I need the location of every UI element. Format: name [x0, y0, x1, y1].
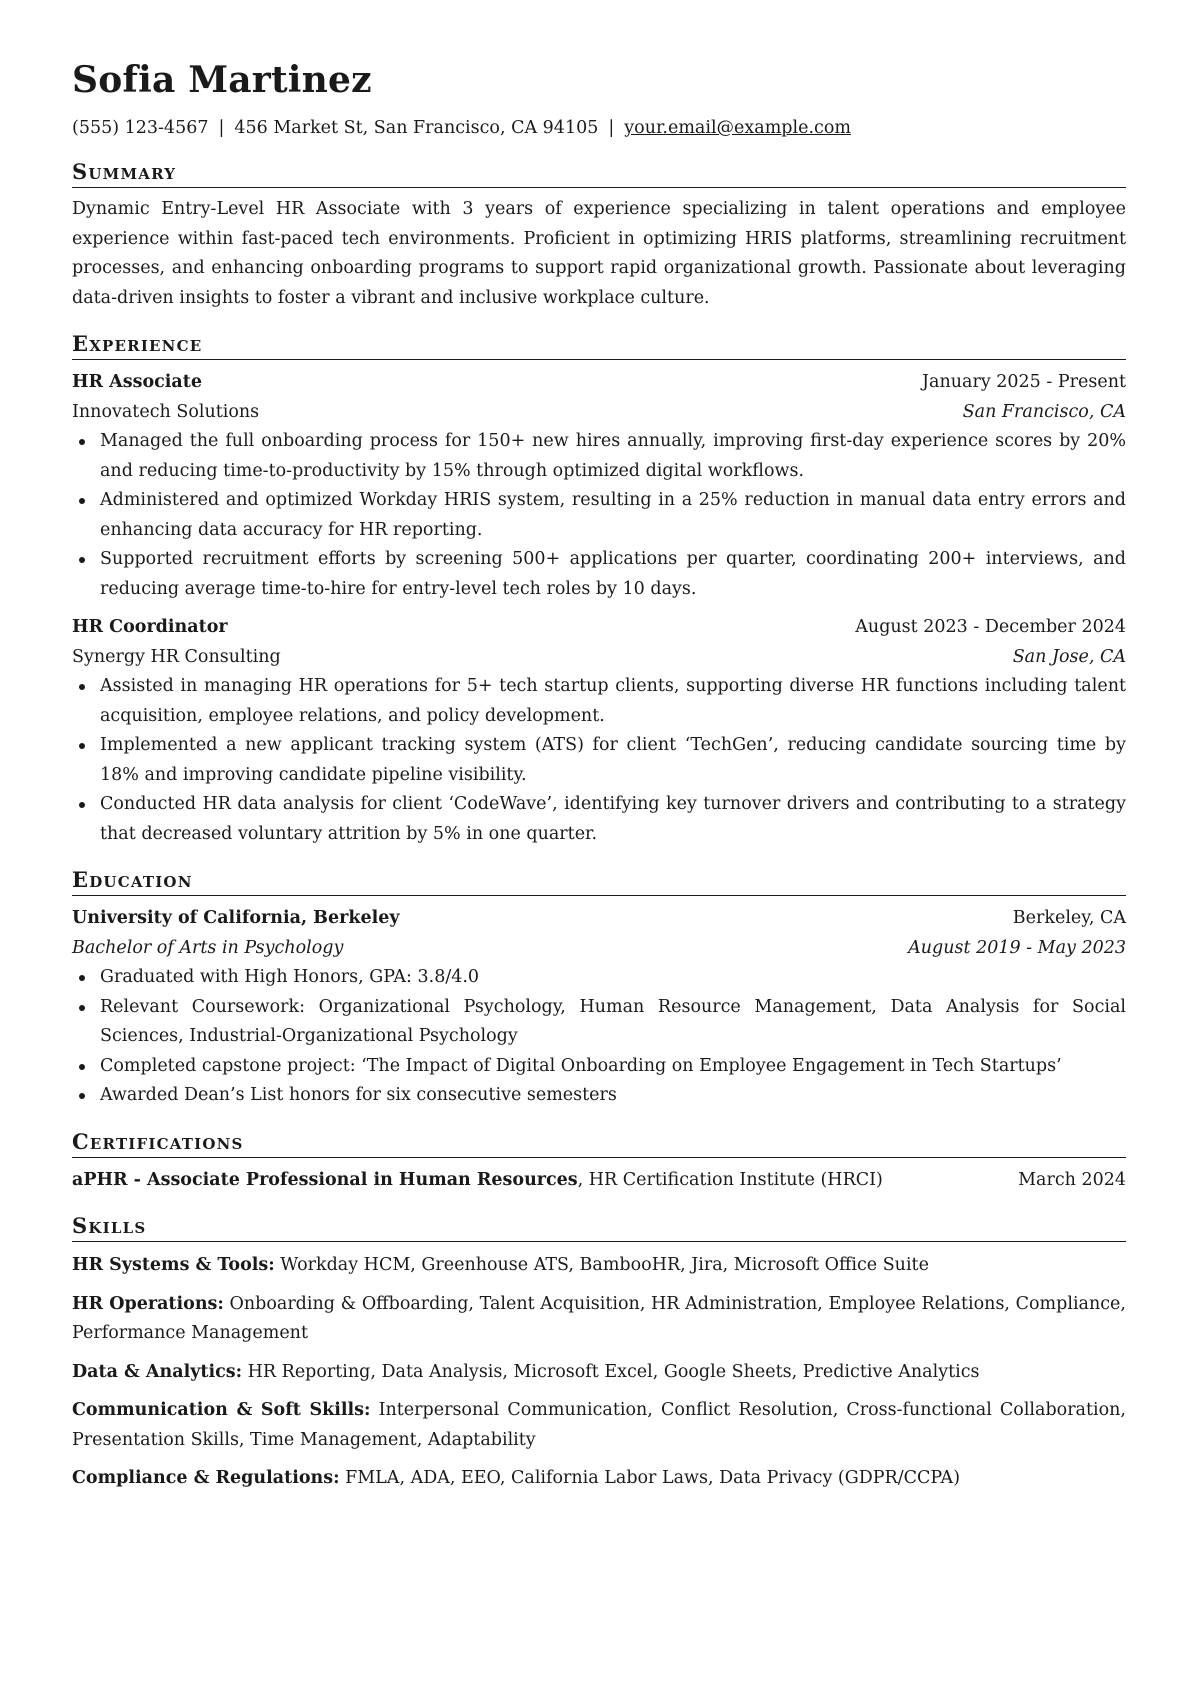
job-entry — [72, 368, 1126, 604]
skill-label: Communication & Soft Skills: — [72, 1400, 371, 1420]
skill-label: HR Systems & Tools: — [72, 1255, 275, 1275]
bullet-icon — [79, 802, 85, 808]
bullet-icon — [79, 743, 85, 749]
job-location: San Jose, CA — [1012, 646, 1126, 667]
skill-items: FMLA, ADA, EEO, California Labor Laws, Data Privacy (GDPR/CCPA) — [339, 1468, 961, 1488]
education-dates: August 2019 - May 2023 — [908, 937, 1126, 958]
education-bullets — [72, 963, 1126, 1111]
job-entry — [72, 613, 1126, 849]
skill-label: Compliance & Regulations: — [72, 1468, 340, 1488]
skills-heading: Skills — [72, 1213, 1126, 1242]
list-item — [72, 790, 1126, 849]
list-item — [72, 1052, 1126, 1082]
bullet-icon — [79, 498, 85, 504]
bullet-text: Administered and optimized Workday HRIS system, resulting in a 25% reduction in manual data entry errors and enhancing data accuracy for HR reporting. — [100, 490, 1126, 540]
list-item — [72, 427, 1126, 486]
experience-section — [72, 331, 1126, 849]
list-item — [72, 731, 1126, 790]
skill-group — [72, 1290, 1126, 1349]
skill-group — [72, 1358, 1126, 1388]
contact-separator: | — [218, 118, 225, 138]
job-dates: January 2025 - Present — [922, 372, 1126, 392]
bullet-text: Graduated with High Honors, GPA: 3.8/4.0 — [100, 967, 480, 987]
list-item — [72, 963, 1126, 993]
skill-label: HR Operations: — [72, 1293, 224, 1314]
skill-items: HR Reporting, Data Analysis, Microsoft Excel, Google Sheets, Predictive Analytics — [242, 1361, 980, 1382]
skill-group — [72, 1396, 1126, 1455]
resume-page — [72, 60, 1126, 1494]
skill-items: Interpersonal Communication, Conflict Resolution, Cross-functional Collaboration, Presentation Skills, Time Management, Adaptability — [72, 1400, 1126, 1450]
education-entry — [72, 904, 1126, 1111]
summary-text: Dynamic Entry-Level HR Associate with 3 years of experience specializing in talent operations and employee experience within fast-paced tech environments. Proficient in optimizing HRIS platforms, streamlining recruitment processes, and enhancing onboarding programs to support rapid organizational growth. Passionate about leveraging data-driven insights to foster a vibrant and inclusive workplace culture. — [72, 199, 1126, 308]
skill-label: Data & Analytics: — [72, 1361, 243, 1382]
job-company: Innovatech Solutions — [72, 401, 260, 422]
contact-separator: | — [608, 118, 615, 138]
job-dates: August 2023 - December 2024 — [855, 617, 1126, 637]
certification-issuer: , HR Certification Institute (HRCI) — [577, 1169, 883, 1190]
experience-heading: Experience — [72, 331, 1126, 360]
bullet-text: Relevant Coursework: Organizational Psychology, Human Resource Management, Data Analysis for Social Sciences, Industrial-Organizational Psychology — [100, 996, 1126, 1046]
school-name: University of California, Berkeley — [72, 908, 400, 928]
skill-items: Onboarding & Offboarding, Talent Acquisition, HR Administration, Employee Relations, Compliance, Performance Management — [72, 1293, 1126, 1343]
bullet-text: Completed capstone project: ‘The Impact of Digital Onboarding on Employee Engagement in Tech Startups’ — [100, 1055, 1062, 1076]
skill-group — [72, 1251, 1126, 1281]
certification-entry — [72, 1166, 1126, 1196]
bullet-icon — [79, 975, 85, 981]
job-bullets — [72, 672, 1126, 849]
job-location: San Francisco, CA — [962, 401, 1126, 422]
list-item — [72, 993, 1126, 1052]
job-company: Synergy HR Consulting — [72, 646, 281, 667]
bullet-icon — [79, 557, 85, 563]
bullet-icon — [79, 1005, 85, 1011]
education-heading: Education — [72, 867, 1126, 896]
bullet-text: Awarded Dean’s List honors for six consecutive semesters — [100, 1085, 617, 1105]
list-item — [72, 1081, 1126, 1111]
address: 456 Market St, San Francisco, CA 94105 — [234, 118, 599, 138]
skill-group — [72, 1464, 1126, 1494]
contact-line — [72, 116, 1126, 140]
job-role: HR Associate — [72, 372, 202, 392]
bullet-text: Conducted HR data analysis for client ‘CodeWave’, identifying key turnover drivers and contributing to a strategy that decreased voluntary attrition by 5% in one quarter. — [100, 794, 1126, 844]
education-section — [72, 867, 1126, 1111]
bullet-text: Supported recruitment efforts by screening 500+ applications per quarter, coordinating 200+ interviews, and reducing average time-to-hire for entry-level tech roles by 10 days. — [100, 549, 1126, 599]
certifications-heading: Certifications — [72, 1129, 1126, 1158]
certification-date: March 2024 — [1018, 1169, 1126, 1190]
list-item — [72, 486, 1126, 545]
email-link[interactable]: your.email@example.com — [624, 118, 851, 138]
bullet-text: Assisted in managing HR operations for 5+ tech startup clients, supporting diverse HR functions including talent acquisition, employee relations, and policy development. — [100, 676, 1126, 726]
bullet-icon — [79, 1093, 85, 1099]
bullet-text: Implemented a new applicant tracking system (ATS) for client ‘TechGen’, reducing candidate sourcing time by 18% and improving candidate pipeline visibility. — [100, 735, 1126, 785]
certification-name: aPHR - Associate Professional in Human Resources — [72, 1169, 578, 1190]
job-bullets — [72, 427, 1126, 604]
skill-items: Workday HCM, Greenhouse ATS, BambooHR, Jira, Microsoft Office Suite — [274, 1255, 929, 1275]
bullet-icon — [79, 1064, 85, 1070]
summary-heading: Summary — [72, 159, 1126, 188]
phone-number: (555) 123-4567 — [72, 118, 209, 138]
certifications-section — [72, 1129, 1126, 1196]
bullet-text: Managed the full onboarding process for 150+ new hires annually, improving first-day experience scores by 20% and reducing time-to-productivity by 15% through optimized digital workflows. — [100, 431, 1126, 481]
school-location: Berkeley, CA — [1012, 908, 1126, 928]
bullet-icon — [79, 684, 85, 690]
bullet-icon — [79, 439, 85, 445]
skills-section — [72, 1213, 1126, 1494]
list-item — [72, 672, 1126, 731]
list-item — [72, 545, 1126, 604]
job-role: HR Coordinator — [72, 617, 228, 637]
candidate-name: Sofia Martinez — [72, 59, 372, 101]
degree: Bachelor of Arts in Psychology — [72, 937, 344, 958]
